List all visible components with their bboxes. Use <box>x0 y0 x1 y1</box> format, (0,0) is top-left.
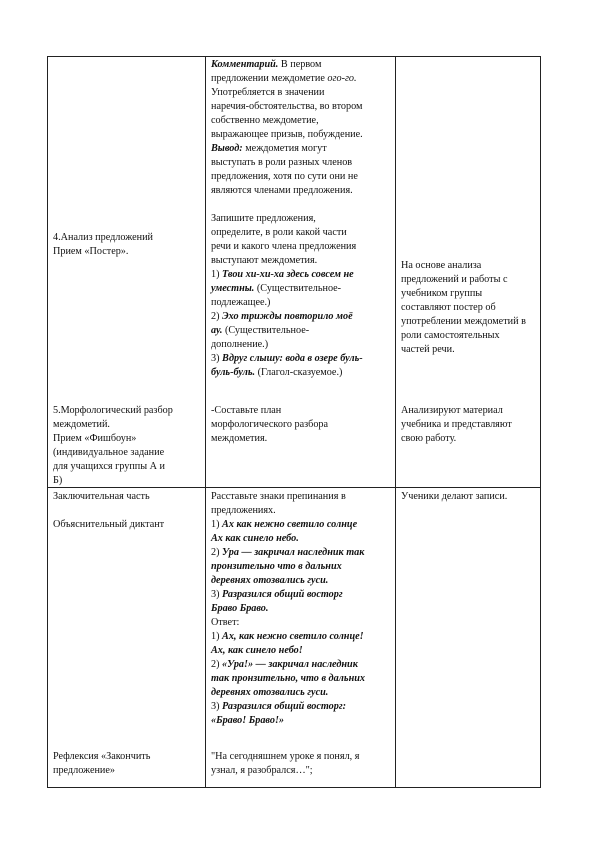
analysis-stage-title: 4.Анализ предложений Прием «Постер». <box>53 232 153 257</box>
students-note: Ученики делают записи. <box>401 491 508 502</box>
row1-col1-morph <box>53 404 201 488</box>
sentence-1: 1) Ах как нежно светило солнце Ах как синело небо. <box>211 519 358 544</box>
table-border-left <box>47 56 48 788</box>
reflection-prompt: "На сегодняшнем уроке я понял, я узнал, я разобрался…"; <box>211 751 360 776</box>
row2-col3 <box>401 490 537 504</box>
morph-activity: Анализируют материал учебника и представляют свою работу. <box>401 405 512 444</box>
comment-paragraph: Комментарий. В первом предложении междометие ого-го. Употребляется в значении наречия-обстоятельства, во втором собственно междометие, выражающее призыв, побуждение. <box>211 59 363 140</box>
analysis-task: Запишите предложения, определите, в роли какой части речи и какого члена предложения выступают междометия. <box>211 213 357 266</box>
reflection-title: Рефлексия «Закончить предложение» <box>53 751 151 776</box>
column-divider-2 <box>395 56 396 788</box>
poster-activity: На основе анализа предложений и работы с учебником группы составляют постер об употреблении междометий в роли самостоятельных частей речи. <box>401 260 526 355</box>
row1-col1 <box>53 231 201 259</box>
morph-task: -Составьте план морфологического разбора междометия. <box>211 405 329 444</box>
dictation-title: Объяснительный диктант <box>53 519 165 530</box>
row1-col3 <box>401 259 537 357</box>
table-border-top <box>47 56 541 57</box>
morph-stage-title: 5.Морфологический разбор междометий. Прием «Фишбоун» (индивидуальное задание для учащихся группы А и Б) <box>53 405 173 486</box>
sentence-3: 3) Разразился общий восторг Браво Браво. <box>211 589 343 614</box>
interjection-word: ого-го. <box>327 73 357 84</box>
example-1: 1) Твои хи-хи-ха здесь совсем не уместны. (Существительное- подлежащее.) <box>211 269 354 308</box>
example-3: 3) Вдруг слышу: вода в озере буль- буль-буль. (Глагол-сказуемое.) <box>211 353 363 378</box>
row1-col3-morph <box>401 404 537 446</box>
dictation-task: Расставьте знаки препинания в предложениях. <box>211 491 346 516</box>
conclusion-paragraph: Вывод: междометия могут выступать в роли разных членов предложения, хотя по сути они не являются членами предложения. <box>211 143 358 196</box>
answer-2: 2) «Ура!» — закричал наследник так пронзительно, что в дальних деревнях отозвались гуси. <box>211 659 365 698</box>
answer-3: 3) Разразился общий восторг: «Браво! Браво!» <box>211 701 347 726</box>
comment-label: Комментарий. <box>211 59 279 70</box>
row2-col1-reflection <box>53 750 201 778</box>
table-border-bottom <box>47 787 541 788</box>
conclusion-label: Вывод: <box>211 143 243 154</box>
answer-1: 1) Ах, как нежно светило солнце! Ах, как синело небо! <box>211 631 364 656</box>
final-part-title: Заключительная часть <box>53 491 150 502</box>
answer-label: Ответ: <box>211 617 240 628</box>
column-divider-1 <box>205 56 206 788</box>
sentence-2: 2) Ура — закричал наследник так пронзительно что в дальних деревнях отозвались гуси. <box>211 547 365 586</box>
row1-col2 <box>211 58 391 380</box>
row2-col2-reflection <box>211 750 391 778</box>
example-2: 2) Эхо трижды повторило моё ау. (Существительное- дополнение.) <box>211 311 353 350</box>
row2-col1 <box>53 490 201 532</box>
table-border-right <box>540 56 541 788</box>
row1-col2-morph <box>211 404 391 446</box>
row2-col2 <box>211 490 391 728</box>
lesson-table <box>47 56 541 788</box>
